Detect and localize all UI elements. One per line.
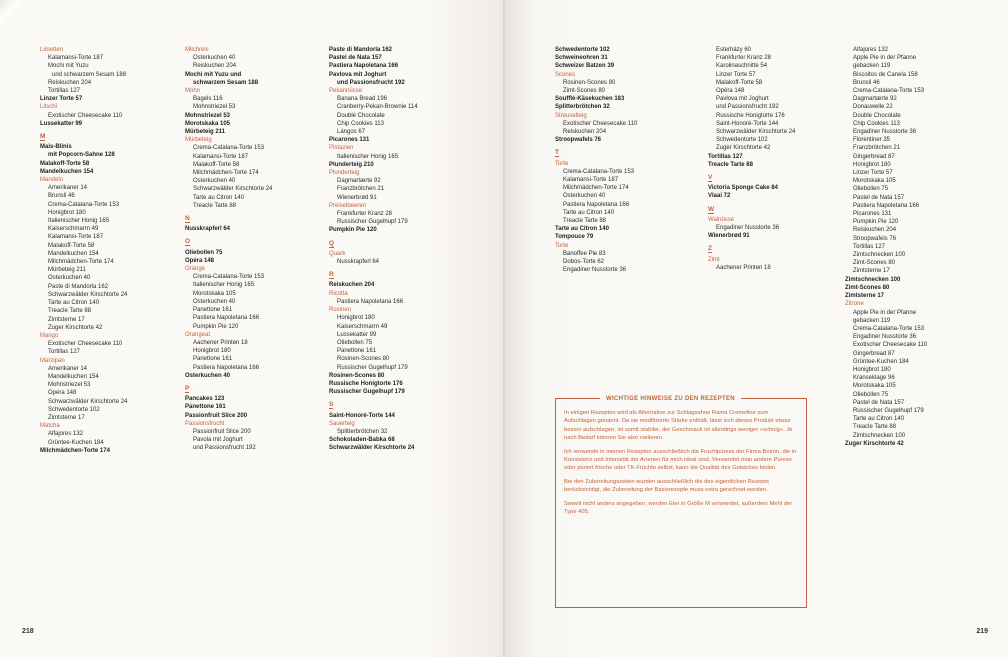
index-sub-entry: Tortillas 127 bbox=[48, 349, 81, 356]
index-column bbox=[555, 46, 705, 274]
notice-paragraph: In einigen Rezepten wird als Alternative zur Schlagsahne Rama Cremefine zum Aufschlagen genannt. Da sie modifizierte Stärke enthält, lässt sich dieses Produkt etwas besser aufschlagen, ist somit stabiler, der Geschmack ist allerdings weniger »schnig«. Je nach Bedarf können Sie also variieren. bbox=[564, 410, 793, 442]
index-sub-entry: Schwarzwälder Kirschtorte 24 bbox=[48, 291, 128, 298]
index-main-entry: Pastiera Napoletana 166 bbox=[329, 63, 399, 70]
index-sub-entry: Engadiner Nusstorte 36 bbox=[853, 129, 917, 136]
index-sub-entry: Lángos 67 bbox=[337, 129, 366, 136]
index-sub-entry: Morotskaka 105 bbox=[193, 290, 236, 297]
index-sub-entry: Milchmädchen-Torte 174 bbox=[193, 170, 259, 177]
index-group-heading: Marzipan bbox=[40, 357, 65, 364]
index-main-entry: Soufflé-Käsekuchen 183 bbox=[555, 96, 625, 103]
index-group-heading: Pistazien bbox=[329, 145, 354, 152]
index-group-heading: Mango bbox=[40, 332, 59, 339]
index-main-entry: Schweineohren 31 bbox=[555, 55, 608, 62]
index-column bbox=[329, 46, 479, 453]
index-main-entry: schwarzem Sesam 188 bbox=[193, 79, 259, 86]
index-sub-entry: Osterkuchen 40 bbox=[193, 55, 236, 62]
index-sub-entry: gebacken 119 bbox=[853, 317, 891, 324]
index-sub-entry: Tortillas 127 bbox=[48, 88, 81, 95]
index-sub-entry: Tarte au Citron 140 bbox=[193, 194, 245, 201]
index-sub-entry: Russischer Gugelhupf 179 bbox=[337, 219, 408, 226]
index-group-heading: Orangeat bbox=[185, 331, 211, 338]
index-main-entry: Osterkuchen 40 bbox=[185, 372, 231, 379]
index-main-entry: Rosinen-Scones 80 bbox=[329, 372, 385, 379]
index-sub-entry: Nusskrapferl 64 bbox=[337, 259, 380, 266]
index-letter-heading bbox=[329, 271, 479, 279]
index-main-entry: Milchmädchen-Torte 174 bbox=[40, 447, 110, 454]
index-main-entry: Malakoff-Torte 58 bbox=[40, 160, 90, 167]
index-letter-heading bbox=[185, 385, 335, 393]
index-sub-entry: Dagmartærte 92 bbox=[337, 178, 381, 185]
index-sub-entry: Zuger Kirschtorte 42 bbox=[716, 145, 771, 152]
index-sub-entry: Mandelkuchen 154 bbox=[48, 250, 99, 257]
index-sub-entry: Rosinen-Scones 80 bbox=[563, 79, 616, 86]
index-main-entry: Morotskaka 105 bbox=[185, 120, 231, 127]
page-curl-icon bbox=[0, 0, 22, 22]
index-sub-entry: Pumpkin Pie 120 bbox=[193, 323, 239, 330]
index-main-entry: Victoria Sponge Cake 84 bbox=[708, 185, 778, 192]
notice-paragraph: Ich verwende in meinen Rezepten ausschließlich die Fruchtpüress der Firma Boiron, die in Konsistenz und Intensität der Aromen für mich ideal sind. Verwendet man andere Pürees oder püriert frische oder TK-Früchte selbst, kann die Qualität des Gebäckes leiden. bbox=[564, 448, 797, 472]
index-sub-entry: Brunsli 46 bbox=[853, 79, 880, 86]
index-group-heading: Torte bbox=[555, 242, 569, 249]
index-group-heading: Rosinen bbox=[329, 307, 352, 314]
index-main-entry: Mandelkuchen 154 bbox=[40, 168, 94, 175]
index-sub-entry: Pavlova mit Joghurt bbox=[716, 96, 769, 103]
index-letter: Z bbox=[708, 245, 712, 253]
index-sub-entry: Gingerbread 87 bbox=[853, 153, 895, 160]
index-sub-entry: Rosinen-Scones 80 bbox=[337, 356, 390, 363]
index-main-entry: Zimtsterne 17 bbox=[845, 293, 885, 300]
index-letter: T bbox=[555, 149, 559, 157]
index-sub-entry: Amerikaner 14 bbox=[48, 185, 88, 192]
index-sub-entry: Linzer Torte 57 bbox=[853, 170, 893, 177]
index-main-entry: und Passionsfrucht 192 bbox=[337, 79, 405, 86]
index-sub-entry: Malakoff-Torte 58 bbox=[48, 242, 95, 249]
index-group-heading: Mohn bbox=[185, 88, 201, 95]
index-sub-entry: Pastiera Napoletana 166 bbox=[563, 201, 630, 208]
index-sub-entry: Crema-Catalana-Torte 153 bbox=[853, 325, 925, 332]
index-sub-entry: Passionfruit Slice 200 bbox=[193, 428, 251, 435]
index-sub-entry: Osterkuchen 40 bbox=[193, 298, 236, 305]
index-main-entry: Plunderteig 210 bbox=[329, 161, 374, 168]
index-sub-entry: Splitterbrötchen 32 bbox=[337, 428, 388, 435]
index-sub-entry: Crema-Catalana-Torte 153 bbox=[193, 145, 265, 152]
index-main-entry: Zuger Kirschtorte 42 bbox=[845, 440, 904, 447]
index-sub-entry: Panettone 161 bbox=[193, 307, 233, 314]
index-sub-entry: Crema-Catalana-Torte 153 bbox=[853, 88, 925, 95]
index-sub-entry: Tarte au Citron 140 bbox=[853, 416, 905, 423]
index-letter: N bbox=[185, 215, 190, 223]
index-sub-entry: Pastiera Napoletana 166 bbox=[193, 315, 260, 322]
index-sub-entry: Zimtschnecken 100 bbox=[853, 432, 906, 439]
index-sub-entry: Engadiner Nusstorte 36 bbox=[716, 225, 780, 232]
index-letter: S bbox=[329, 401, 334, 409]
index-sub-entry: Exotischer Cheesecake 110 bbox=[563, 120, 638, 127]
index-sub-entry: Franzbrötchen 21 bbox=[853, 145, 901, 152]
index-sub-entry: Russische Honigtorte 176 bbox=[716, 112, 785, 119]
index-main-entry: Mürbeteig 211 bbox=[185, 129, 226, 136]
index-main-entry: Pastel de Nata 157 bbox=[329, 55, 382, 62]
index-sub-entry: Zimt-Scones 80 bbox=[563, 88, 606, 95]
index-sub-entry: Exotischer Cheesecake 110 bbox=[48, 341, 123, 348]
index-main-entry: Splitterbrötchen 32 bbox=[555, 104, 610, 111]
index-sub-entry: Treacle Tarte 88 bbox=[193, 202, 237, 209]
index-sub-entry: Schwedentorte 102 bbox=[716, 137, 768, 144]
index-sub-entry: Frankfurter Kranz 28 bbox=[337, 211, 393, 218]
index-group-heading: Quark bbox=[329, 250, 346, 257]
index-group-heading: Sauerteig bbox=[329, 420, 355, 427]
index-sub-entry: Aachener Printen 18 bbox=[193, 339, 248, 346]
page-number: 218 bbox=[22, 628, 34, 635]
index-sub-entry: Zimtschnecken 100 bbox=[853, 252, 906, 259]
index-sub-entry: Mohnstriezel 53 bbox=[48, 382, 91, 389]
index-main-entry: Vlaai 72 bbox=[708, 193, 731, 200]
left-page bbox=[0, 0, 503, 657]
index-column bbox=[845, 46, 995, 448]
index-main-entry: Pumpkin Pie 120 bbox=[329, 227, 377, 234]
index-sub-entry: Amerikaner 14 bbox=[48, 365, 88, 372]
index-sub-entry: Brunsli 46 bbox=[48, 193, 75, 200]
index-sub-entry: Mürbeteig 211 bbox=[48, 267, 86, 274]
index-sub-entry: Italienischer Honig 165 bbox=[48, 218, 110, 225]
notice-paragraph: Soweit nicht anders angegeben, werden Eier in Größe M verwendet, außerdem Mehl der Type 405. bbox=[564, 500, 793, 516]
index-group-heading: Orange bbox=[185, 266, 206, 273]
index-letter: M bbox=[40, 133, 46, 141]
index-sub-entry: Osterkuchen 40 bbox=[48, 275, 91, 282]
index-sub-entry: Pavola mit Joghurt bbox=[193, 437, 243, 444]
index-sub-entry: Oliebollen 75 bbox=[853, 391, 889, 398]
index-sub-entry: Malakoff-Torte 58 bbox=[716, 79, 763, 86]
index-sub-entry: Zimtsterne 17 bbox=[48, 414, 85, 421]
index-main-entry: Mochi mit Yuzu und bbox=[185, 71, 242, 78]
index-main-entry: Zimtschnecken 100 bbox=[845, 276, 901, 283]
index-sub-entry: Engadiner Nusstorte 36 bbox=[563, 267, 627, 274]
index-sub-entry: Zimt-Scones 80 bbox=[853, 260, 896, 267]
index-main-entry: Schweizer Batzen 39 bbox=[555, 63, 615, 70]
index-sub-entry: Milchmädchen-Torte 174 bbox=[563, 185, 629, 192]
index-sub-entry: Double Chocolate bbox=[853, 112, 901, 119]
index-main-entry: Zimt-Scones 80 bbox=[845, 284, 890, 291]
index-main-entry: Opéra 148 bbox=[185, 257, 215, 264]
index-sub-entry: Pastiera Napoletana 166 bbox=[337, 298, 404, 305]
index-letter: P bbox=[185, 384, 190, 392]
index-sub-entry: Reiskuchen 204 bbox=[853, 227, 897, 234]
index-main-entry: Russische Honigtorte 176 bbox=[329, 380, 403, 387]
index-sub-entry: Zimtsterne 17 bbox=[853, 268, 890, 275]
index-main-entry: Mais-Blinis bbox=[40, 144, 72, 151]
index-sub-entry: Crema-Catalana-Torte 153 bbox=[48, 201, 120, 208]
index-sub-entry: Crema-Catalana-Torte 153 bbox=[563, 168, 635, 175]
index-sub-entry: Lussekatter 99 bbox=[337, 331, 377, 338]
index-sub-entry: Milchmädchen-Torte 174 bbox=[48, 259, 114, 266]
index-letter-heading bbox=[40, 133, 190, 141]
index-sub-entry: Schwarzwälder Kirschtorte 24 bbox=[716, 129, 796, 136]
index-sub-entry: Pastel de Nata 157 bbox=[853, 194, 905, 201]
index-sub-entry: Esterházy 60 bbox=[716, 47, 752, 53]
index-group-heading: Mandeln bbox=[40, 177, 64, 184]
index-sub-entry: Russischer Gugelhupf 179 bbox=[853, 407, 924, 414]
index-main-entry: Saint-Honoré-Torte 144 bbox=[329, 412, 395, 419]
index-sub-entry: und Passionsfrucht 192 bbox=[716, 104, 779, 111]
index-letter-heading bbox=[555, 149, 705, 157]
index-sub-entry: Treacle Tarte 88 bbox=[48, 308, 92, 315]
index-letter: W bbox=[708, 205, 715, 213]
index-main-entry: Reiskuchen 204 bbox=[329, 282, 375, 289]
index-sub-entry: Dobos-Torte 62 bbox=[563, 259, 605, 266]
index-main-entry: Passionfruit Slice 200 bbox=[185, 412, 248, 419]
index-sub-entry: Honigbrot 180 bbox=[337, 315, 375, 322]
index-sub-entry: Mohnstriezel 53 bbox=[193, 104, 236, 111]
index-sub-entry: Dagmartærte 92 bbox=[853, 96, 897, 103]
index-sub-entry: Karolinaschnitte 54 bbox=[716, 63, 768, 70]
index-main-entry: mit Popcorn-Sahne 128 bbox=[48, 152, 115, 159]
index-sub-entry: Panettone 161 bbox=[193, 356, 233, 363]
index-sub-entry: Honigbrot 180 bbox=[853, 161, 891, 168]
index-main-entry: Pavlova mit Joghurt bbox=[329, 71, 387, 78]
index-main-entry: Tortillas 127 bbox=[708, 153, 743, 160]
index-sub-entry: Tortillas 127 bbox=[853, 243, 886, 250]
index-letter-heading bbox=[329, 240, 479, 248]
index-group-heading: Pekannüsse bbox=[329, 88, 363, 95]
index-sub-entry: Russischer Gugelhupf 179 bbox=[337, 364, 408, 371]
index-sub-entry: Morotskaka 105 bbox=[853, 178, 896, 185]
index-group-heading: Matcha bbox=[40, 423, 60, 430]
index-sub-entry: Zimtsterne 17 bbox=[48, 316, 85, 323]
index-group-heading: Ricotta bbox=[329, 290, 348, 297]
index-main-entry: Mohnstriezel 53 bbox=[185, 112, 231, 119]
index-main-entry: Schwarzwälder Kirschtorte 24 bbox=[329, 445, 415, 452]
index-sub-entry: Stroopwafels 76 bbox=[853, 235, 897, 242]
index-sub-entry: Schwedentorte 102 bbox=[48, 406, 100, 413]
index-sub-entry: Grüntee-Kuchen 184 bbox=[48, 439, 104, 446]
index-sub-entry: Tarte au Citron 140 bbox=[48, 300, 100, 307]
index-main-entry: Linzer Torte 57 bbox=[40, 96, 83, 103]
index-sub-entry: Osterkuchen 40 bbox=[193, 178, 236, 185]
index-letter: Q bbox=[329, 239, 335, 247]
index-main-entry: Schwedentorte 102 bbox=[555, 47, 610, 53]
index-main-entry: Lussekatter 99 bbox=[40, 120, 83, 127]
index-sub-entry: Franzbrötchen 21 bbox=[337, 186, 385, 193]
index-sub-entry: Reiskuchen 204 bbox=[193, 63, 237, 70]
index-sub-entry: Kaiserschmarrn 49 bbox=[337, 323, 388, 330]
index-main-entry: Wienerbrød 91 bbox=[708, 233, 750, 240]
index-sub-entry: Apple Pie in der Pfanne bbox=[853, 55, 917, 62]
index-sub-entry: Donauwelle 22 bbox=[853, 104, 893, 111]
index-sub-entry: Engadiner Nusstorte 36 bbox=[853, 334, 917, 341]
index-sub-entry: Picarones 131 bbox=[853, 211, 892, 218]
notice-title: WICHTIGE HINWEISE ZU DEN REZEPTEN bbox=[600, 394, 741, 404]
index-sub-entry: Panettone 161 bbox=[337, 348, 377, 355]
index-letter: O bbox=[185, 238, 191, 246]
index-group-heading: Zitrone bbox=[845, 301, 864, 308]
index-main-entry: Oliebollen 75 bbox=[185, 249, 223, 256]
notice-box bbox=[555, 398, 807, 608]
index-sub-entry: Opéra 148 bbox=[716, 88, 745, 95]
index-sub-entry: Oliebollen 75 bbox=[337, 339, 373, 346]
index-sub-entry: Kalamansi-Torte 187 bbox=[48, 55, 104, 62]
index-sub-entry: Aachener Printen 18 bbox=[716, 264, 771, 271]
index-sub-entry: Reiskuchen 204 bbox=[48, 79, 92, 86]
index-sub-entry: Double Chocolate bbox=[337, 112, 385, 119]
index-sub-entry: Honigbrot 180 bbox=[193, 348, 231, 355]
index-letter-heading bbox=[185, 238, 335, 246]
index-sub-entry: Exotischer Cheesecake 110 bbox=[48, 112, 123, 119]
index-sub-entry: Chip Cookies 113 bbox=[337, 120, 384, 127]
index-sub-entry: Treacle Tarte 88 bbox=[853, 424, 897, 431]
index-main-entry: Paste di Mandorla 162 bbox=[329, 47, 393, 53]
index-sub-entry: Honigbrot 180 bbox=[48, 209, 86, 216]
index-main-entry: Picarones 131 bbox=[329, 137, 370, 144]
index-sub-entry: Opéra 148 bbox=[48, 390, 77, 397]
index-sub-entry: Kalamansi-Torte 187 bbox=[48, 234, 104, 241]
index-letter-heading bbox=[708, 206, 858, 214]
index-letter-heading bbox=[708, 245, 858, 253]
index-main-entry: Schokoladen-Babka 68 bbox=[329, 437, 395, 444]
index-letter: R bbox=[329, 271, 334, 279]
index-letter-heading bbox=[185, 215, 335, 223]
index-sub-entry: Morotskaka 105 bbox=[853, 383, 896, 390]
index-sub-entry: Chip Cookies 113 bbox=[853, 120, 900, 127]
index-main-entry: Panettone 161 bbox=[185, 404, 226, 411]
index-group-heading: Zimt bbox=[708, 256, 720, 263]
index-sub-entry: Exotischer Cheesecake 110 bbox=[853, 342, 928, 349]
index-sub-entry: gebacken 119 bbox=[853, 63, 891, 70]
index-sub-entry: Schwarzwälder Kirschtorte 24 bbox=[193, 186, 273, 193]
index-sub-entry: Florentiner 35 bbox=[853, 137, 891, 144]
index-sub-entry: und Passionsfrucht 192 bbox=[193, 445, 256, 452]
index-sub-entry: Biscoitos de Canela 158 bbox=[853, 71, 918, 78]
index-sub-entry: Pastiera Napoletana 166 bbox=[853, 202, 920, 209]
index-group-heading: Torte bbox=[555, 160, 569, 167]
index-group-heading: Streuselteig bbox=[555, 112, 587, 119]
index-sub-entry: Paste di Mandorla 162 bbox=[48, 283, 109, 290]
index-column bbox=[185, 46, 335, 453]
index-group-heading: Walnüsse bbox=[708, 216, 735, 223]
index-group-heading: Limetten bbox=[40, 47, 64, 53]
index-sub-entry: Alfajores 132 bbox=[48, 431, 84, 438]
notice-paragraph: Bei den Zubereitungszeiten wurden ausschließlich die des eigentlichen Rezepts berücksichtigt, die Zubereitung der Basisrezepte muss extra gerechnet werden. bbox=[564, 478, 769, 494]
index-main-entry: Pancakes 123 bbox=[185, 396, 225, 403]
index-sub-entry: Banana Bread 196 bbox=[337, 96, 388, 103]
index-group-heading: Scones bbox=[555, 71, 576, 78]
index-sub-entry: Cranberry-Pekan-Brownie 114 bbox=[337, 104, 418, 111]
index-column bbox=[40, 46, 190, 455]
index-sub-entry: Kaiserschmarrn 49 bbox=[48, 226, 99, 233]
index-sub-entry: Bagels 116 bbox=[193, 96, 223, 103]
index-letter: V bbox=[708, 174, 713, 182]
index-sub-entry: Tarte au Citron 140 bbox=[563, 209, 615, 216]
index-sub-entry: Italienischer Honig 165 bbox=[337, 153, 399, 160]
index-sub-entry: Linzer Torte 57 bbox=[716, 71, 756, 78]
index-letter-heading bbox=[329, 401, 479, 409]
index-sub-entry: Saint-Honoré-Torte 144 bbox=[716, 120, 779, 127]
index-sub-entry: Gingerbread 87 bbox=[853, 350, 895, 357]
index-letter-heading bbox=[708, 174, 858, 182]
index-sub-entry: Honigbrot 180 bbox=[853, 366, 891, 373]
index-group-heading: Passionsfrucht bbox=[185, 420, 225, 427]
index-main-entry: Stroopwafels 76 bbox=[555, 137, 602, 144]
index-group-heading: Plunderteig bbox=[329, 170, 360, 177]
index-sub-entry: Italienischer Honig 165 bbox=[193, 282, 255, 289]
index-group-heading: Litschi bbox=[40, 104, 58, 111]
index-sub-entry: Frankfurter Kranz 28 bbox=[716, 55, 772, 62]
index-sub-entry: Kranseklage 96 bbox=[853, 375, 895, 382]
index-sub-entry: Pumpkin Pie 120 bbox=[853, 219, 899, 226]
page-number: 219 bbox=[976, 628, 988, 635]
index-sub-entry: Pastel de Nata 157 bbox=[853, 399, 905, 406]
index-sub-entry: Wienerbrød 91 bbox=[337, 194, 377, 201]
index-sub-entry: Reiskuchen 204 bbox=[563, 129, 607, 136]
index-main-entry: Nusskrapferl 64 bbox=[185, 226, 231, 233]
index-sub-entry: Oliebollen 75 bbox=[853, 186, 889, 193]
index-sub-entry: Banoffee Pie 83 bbox=[563, 250, 606, 257]
index-sub-entry: Mandelkuchen 154 bbox=[48, 373, 99, 380]
index-sub-entry: Schwarzwälder Kirschtorte 24 bbox=[48, 398, 128, 405]
index-column bbox=[708, 46, 858, 272]
index-sub-entry: Malakoff-Torte 58 bbox=[193, 161, 240, 168]
index-group-heading: Preiselbeeren bbox=[329, 202, 367, 209]
index-sub-entry: Treacle Tarte 88 bbox=[563, 218, 607, 225]
index-main-entry: Russischer Gugelhupf 179 bbox=[329, 389, 405, 396]
index-group-heading: Mürbeteig bbox=[185, 137, 212, 144]
index-sub-entry: Zuger Kirschtorte 42 bbox=[48, 324, 103, 331]
index-sub-entry: Kalamansi-Torte 187 bbox=[193, 153, 249, 160]
index-sub-entry: Pastiera Napoletana 166 bbox=[193, 364, 260, 371]
index-main-entry: Tompouce 79 bbox=[555, 234, 594, 241]
index-sub-entry: Alfajores 132 bbox=[853, 47, 889, 53]
index-group-heading: Milchreis bbox=[185, 47, 209, 53]
index-main-entry: Tarte au Citron 140 bbox=[555, 226, 609, 233]
index-sub-entry: Apple Pie in der Pfanne bbox=[853, 309, 917, 316]
index-sub-entry: Kalamansi-Torte 187 bbox=[563, 177, 619, 184]
index-sub-entry: und schwarzem Sesam 188 bbox=[52, 71, 127, 78]
index-sub-entry: Mochi mit Yuzu bbox=[48, 63, 89, 70]
index-main-entry: Treacle Tarte 88 bbox=[708, 161, 753, 168]
index-sub-entry: Grüntee-Kuchen 184 bbox=[853, 358, 909, 365]
index-sub-entry: Crema-Catalana-Torte 153 bbox=[193, 274, 265, 281]
index-sub-entry: Osterkuchen 40 bbox=[563, 193, 606, 200]
